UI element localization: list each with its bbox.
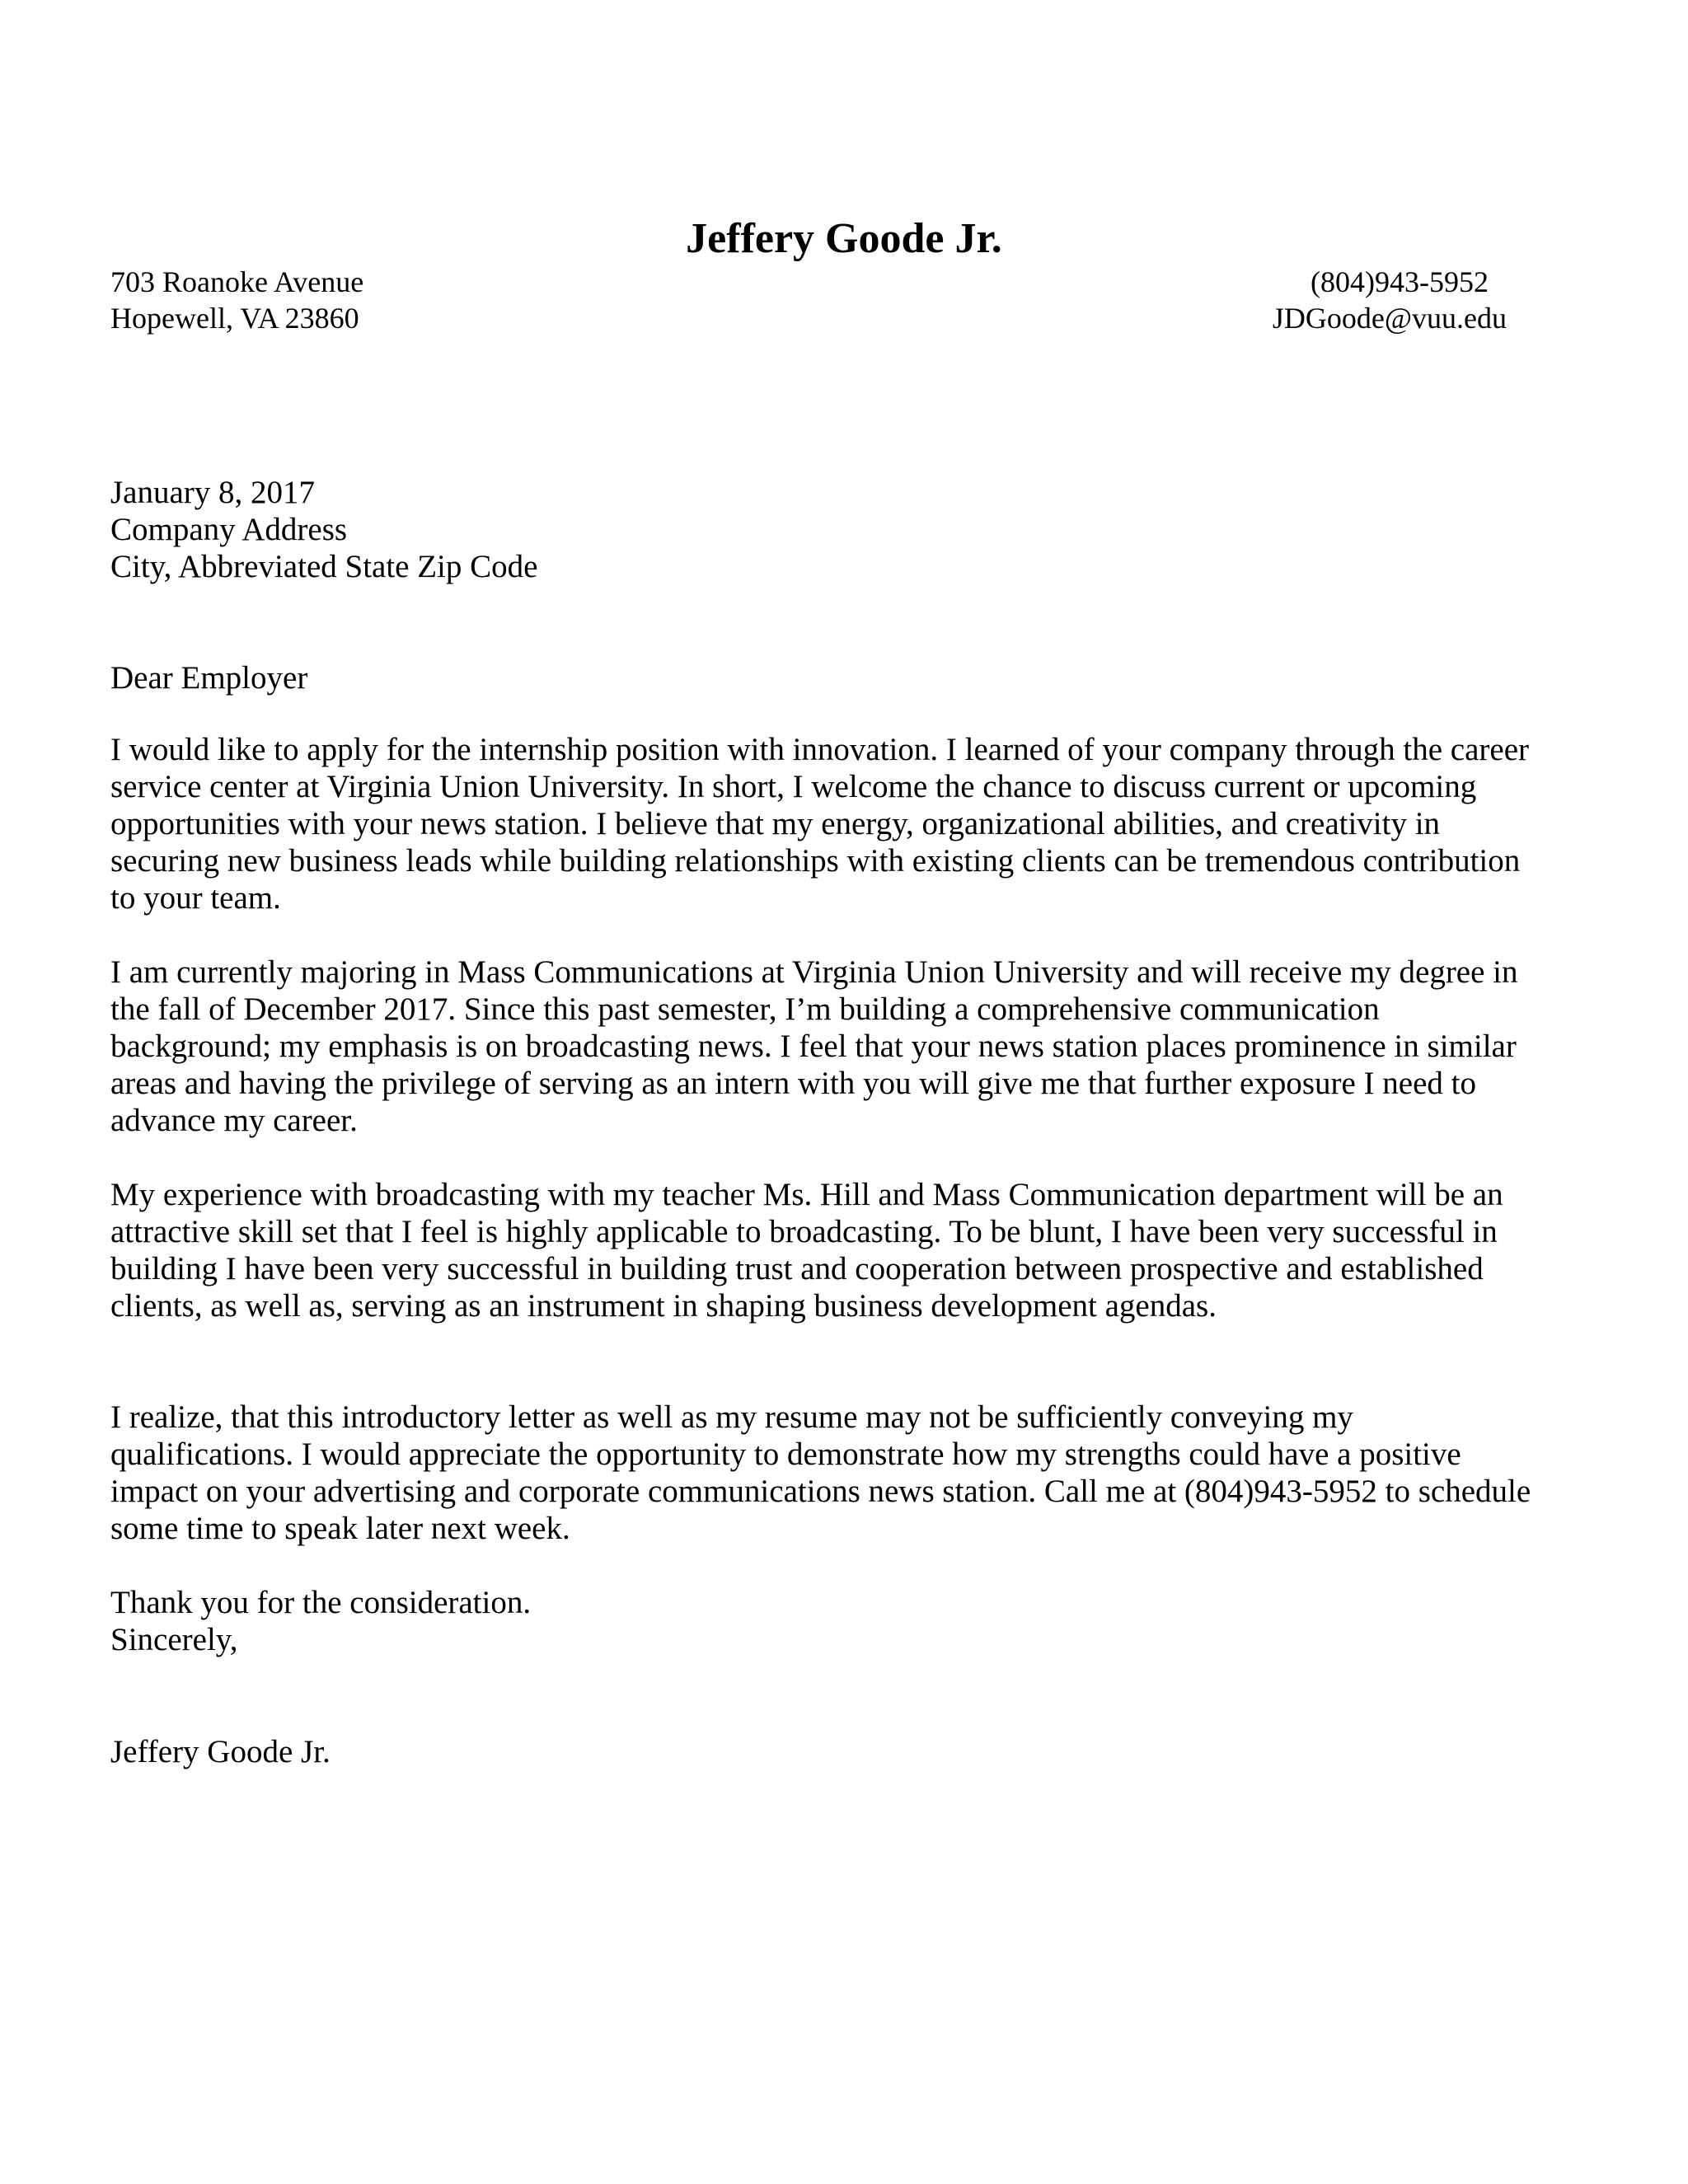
recipient-address-line1: Company Address (110, 512, 348, 547)
sender-email: JDGoode@vuu.edu (1272, 302, 1507, 335)
thanks-line: Thank you for the consideration. (110, 1585, 532, 1620)
letter-date: January 8, 2017 (110, 475, 316, 510)
sender-contact (1273, 264, 1507, 336)
salutation (110, 659, 1578, 696)
paragraph-line: I would like to apply for the internship position with innovation. I learned of your company through the career (110, 732, 1529, 767)
body-paragraph-4 (110, 1399, 1578, 1547)
recipient-address-line2: City, Abbreviated State Zip Code (110, 549, 538, 584)
paragraph-line: I am currently majoring in Mass Communications at Virginia Union University and will receive my degree in (110, 954, 1518, 990)
address-line-street: 703 Roanoke Avenue (110, 265, 364, 298)
paragraph-line: I realize, that this introductory letter as well as my resume may not be sufficiently conveying my (110, 1399, 1353, 1435)
body-paragraph-2 (110, 954, 1578, 1139)
paragraph-line: to your team. (110, 880, 281, 916)
paragraph-line: areas and having the privilege of serving as an intern with you will give me that further exposure I need to (110, 1066, 1476, 1101)
sender-name-heading: Jeffery Goode Jr. (686, 215, 1002, 262)
closing-block (110, 1584, 1578, 1658)
sender-address (110, 264, 363, 336)
body-paragraph-1 (110, 731, 1578, 916)
date-and-recipient (110, 474, 1578, 585)
paragraph-line: the fall of December 2017. Since this past semester, I’m building a comprehensive communication (110, 991, 1380, 1027)
signature-name-text: Jeffery Goode Jr. (110, 1734, 331, 1769)
paragraph-line: attractive skill set that I feel is highly applicable to broadcasting. To be blunt, I have been very successful in (110, 1214, 1498, 1249)
body-paragraph-3 (110, 1176, 1578, 1324)
signature-name (110, 1733, 1578, 1770)
paragraph-line: advance my career. (110, 1103, 358, 1138)
paragraph-line: clients, as well as, serving as an instrument in shaping business development agendas. (110, 1288, 1217, 1324)
paragraph-line: background; my emphasis is on broadcasting news. I feel that your news station places prominence in similar (110, 1029, 1517, 1064)
paragraph-line: qualifications. I would appreciate the opportunity to demonstrate how my strengths could have a positive (110, 1436, 1461, 1472)
paragraph-line: building I have been very successful in building trust and cooperation between prospective and established (110, 1251, 1484, 1286)
paragraph-line: opportunities with your news station. I believe that my energy, organizational abilities, and creativity in (110, 806, 1441, 841)
sender-phone: (804)943-5952 (1311, 265, 1489, 298)
paragraph-line: some time to speak later next week. (110, 1511, 570, 1546)
paragraph-line: impact on your advertising and corporate communications news station. Call me at (804)943-5952 to schedule (110, 1474, 1531, 1509)
salutation-text: Dear Employer (110, 660, 308, 696)
paragraph-line: service center at Virginia Union University. In short, I welcome the chance to discuss current or upcoming (110, 769, 1477, 804)
address-line-city: Hopewell, VA 23860 (110, 302, 359, 335)
closing-line: Sincerely, (110, 1622, 238, 1657)
paragraph-line: securing new business leads while building relationships with existing clients can be tremendous contribution (110, 843, 1521, 879)
paragraph-line: My experience with broadcasting with my teacher Ms. Hill and Mass Communication department will be an (110, 1177, 1503, 1212)
